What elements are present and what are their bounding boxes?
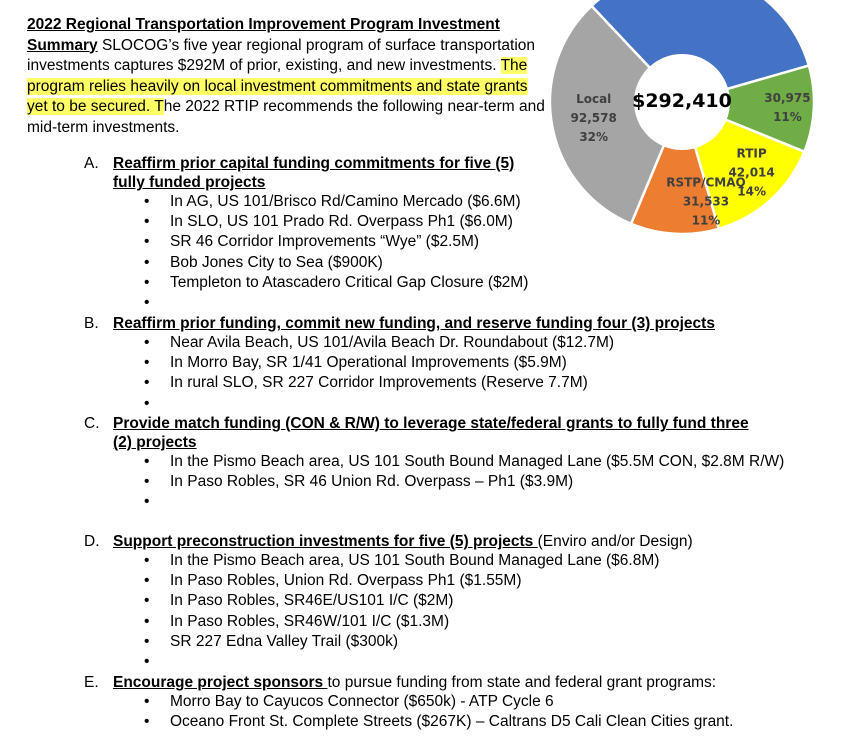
section-e-heading bbox=[84, 673, 784, 692]
section-b-list bbox=[144, 333, 824, 394]
document-title: 2022 Regional Transportation Improvement Program Investment Summary bbox=[27, 16, 500, 54]
section-c-letter: C. bbox=[84, 415, 100, 432]
intro-body-2: he 2022 RTIP recommends the following near-term and mid-term investments. bbox=[27, 98, 545, 136]
list-item: • Morro Bay to Cayucos Connector ($650k) - ATP Cycle 6 bbox=[144, 692, 824, 712]
section-d-heading bbox=[84, 532, 784, 551]
section-b-title: Reaffirm prior funding, commit new funding, and reserve funding four (3) projects bbox=[113, 315, 715, 332]
list-item: • In Paso Robles, Union Rd. Overpass Ph1 ($1.55M) bbox=[144, 571, 824, 591]
section-c-title: Provide match funding (CON & R/W) to leverage state/federal grants to fully fund three (2) projects bbox=[113, 415, 749, 451]
list-item: • In the Pismo Beach area, US 101 South Bound Managed Lane ($5.5M CON, $2.8M R/W) bbox=[144, 452, 824, 472]
section-e-title: Encourage project sponsors bbox=[113, 674, 328, 691]
list-item: • SR 227 Edna Valley Trail ($300k) bbox=[144, 632, 824, 652]
section-c-heading bbox=[84, 414, 784, 452]
list-item: • Near Avila Beach, US 101/Avila Beach Dr. Roundabout ($12.7M) bbox=[144, 333, 824, 353]
list-item: • In Paso Robles, SR46W/101 I/C ($1.3M) bbox=[144, 612, 824, 632]
section-b-heading bbox=[84, 314, 784, 333]
section-c-list bbox=[144, 452, 824, 492]
section-a-heading bbox=[84, 154, 784, 192]
pie-label-local-4: Local 92,578 32% bbox=[570, 92, 617, 145]
list-item: • Bob Jones City to Sea ($900K) bbox=[144, 253, 824, 273]
pie-label-rstp-cmaq-3: RSTP/CMAQ 31,533 11% bbox=[666, 175, 746, 228]
section-d-list bbox=[144, 551, 824, 652]
section-e-suffix: to pursue funding from state and federal grant programs: bbox=[327, 674, 717, 691]
list-item: • Templeton to Atascadero Critical Gap Closure ($2M) bbox=[144, 273, 824, 293]
section-a-title: Reaffirm prior capital funding commitments for five (5) fully funded projects bbox=[113, 155, 515, 191]
intro-highlight: The program relies heavily on local investment commitments and state grants yet to be secured. T bbox=[27, 57, 528, 115]
list-item: • In Morro Bay, SR 1/41 Operational Improvements ($5.9M) bbox=[144, 353, 824, 373]
list-item: • In Paso Robles, SR 46 Union Rd. Overpass – Ph1 ($3.9M) bbox=[144, 472, 824, 492]
section-e-letter: E. bbox=[84, 674, 99, 691]
pie-label-unlabeled-1: 30,975 11% bbox=[764, 91, 811, 125]
intro-paragraph bbox=[27, 15, 549, 138]
list-item: • In rural SLO, SR 227 Corridor Improvements (Reserve 7.7M) bbox=[144, 373, 824, 393]
section-e-list bbox=[144, 692, 824, 732]
list-item: • In SLO, US 101 Prado Rd. Overpass Ph1 ($6.0M) bbox=[144, 212, 824, 232]
intro-body-1: SLOCOG’s five year regional program of surface transportation investments captures $292M of prior, existing, and new investments. bbox=[27, 36, 536, 74]
list-item: • In Paso Robles, SR46E/US101 I/C ($2M) bbox=[144, 591, 824, 611]
list-item: • Oceano Front St. Complete Streets ($267K) – Caltrans D5 Cali Clean Cities grant. bbox=[144, 712, 824, 732]
section-b-letter: B. bbox=[84, 315, 99, 332]
pie-label-rtip-2: RTIP 42,014 14% bbox=[728, 146, 775, 199]
list-item: • SR 46 Corridor Improvements “Wye” ($2.5M) bbox=[144, 232, 824, 252]
section-a-letter: A. bbox=[84, 155, 99, 172]
list-item: • In the Pismo Beach area, US 101 South Bound Managed Lane ($6.8M) bbox=[144, 551, 824, 571]
section-d-letter: D. bbox=[84, 533, 100, 550]
section-a-list bbox=[144, 192, 824, 293]
pie-total-label: $292,410 bbox=[632, 90, 732, 112]
section-d-suffix: (Enviro and/or Design) bbox=[537, 533, 693, 550]
list-item: • In AG, US 101/Brisco Rd/Camino Mercado ($6.6M) bbox=[144, 192, 824, 212]
section-d-title: Support preconstruction investments for five (5) projects bbox=[113, 533, 538, 550]
